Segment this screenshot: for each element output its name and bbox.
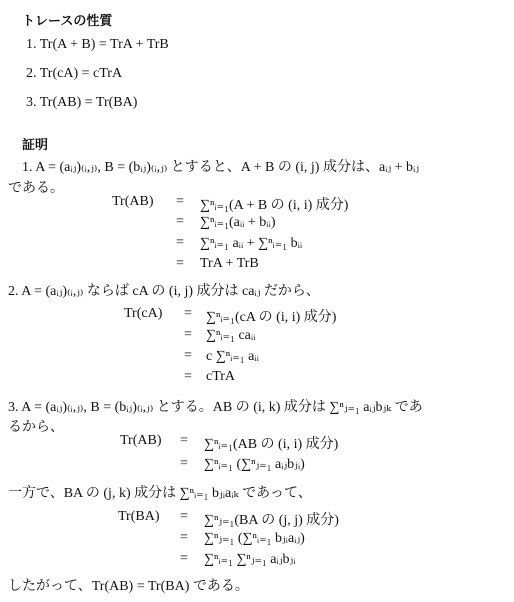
proof2-step-4: cTrA [206, 369, 236, 384]
proof2-step-2: ∑ⁿᵢ₌₁ caᵢᵢ [206, 328, 256, 343]
proof-title: 証明 [22, 138, 49, 153]
property-1: 1. Tr(A + B) = TrA + TrB [26, 37, 169, 52]
proof1-step-2: ∑ⁿᵢ₌₁(aᵢᵢ + bᵢᵢ) [200, 215, 276, 230]
proof2-eq-4: = [184, 369, 192, 384]
proof2-lhs: Tr(cA) [124, 306, 163, 321]
proof3-step-4: ∑ⁿⱼ₌₁ (∑ⁿᵢ₌₁ bⱼᵢaᵢⱼ) [204, 531, 305, 546]
proof2-step-1: ∑ⁿᵢ₌₁(cA の (i, i) 成分) [206, 310, 337, 325]
proof3-eq-3: = [180, 509, 188, 524]
proof1-eq-4: = [176, 256, 184, 271]
proof1-intro-line1: 1. A = (aᵢⱼ)₍ᵢ,ⱼ₎, B = (bᵢⱼ)₍ᵢ,ⱼ₎ とすると、A + B の (i, j) 成分は、aᵢⱼ + bᵢⱼ [22, 160, 420, 175]
proof1-step-4: TrA + TrB [200, 256, 259, 271]
proof2-step-3: c ∑ⁿᵢ₌₁ aᵢᵢ [206, 349, 259, 364]
proof3-step-3: ∑ⁿⱼ₌₁(BA の (j, j) 成分) [204, 513, 339, 528]
proof1-eq-2: = [176, 214, 184, 229]
proof3-eq-4: = [180, 530, 188, 545]
proof3-lhs-ab: Tr(AB) [120, 433, 162, 448]
proof3-lhs-ba: Tr(BA) [118, 509, 160, 524]
proof2-eq-2: = [184, 327, 192, 342]
proof3-intro-line2: るから、 [8, 420, 64, 435]
proof3-eq-5: = [180, 551, 188, 566]
proof3-step-1: ∑ⁿᵢ₌₁(AB の (i, i) 成分) [204, 437, 339, 452]
proof1-step-1: ∑ⁿᵢ₌₁(A + B の (i, i) 成分) [200, 198, 349, 213]
proof1-step-3: ∑ⁿᵢ₌₁ aᵢᵢ + ∑ⁿᵢ₌₁ bᵢᵢ [200, 236, 303, 251]
proof3-middle: 一方で、BA の (j, k) 成分は ∑ⁿᵢ₌₁ bⱼᵢaᵢₖ であって、 [8, 486, 312, 501]
property-3: 3. Tr(AB) = Tr(BA) [26, 95, 138, 110]
proof3-eq-1: = [180, 433, 188, 448]
property-2: 2. Tr(cA) = cTrA [26, 66, 123, 81]
proof3-conclusion: したがって、Tr(AB) = Tr(BA) である。 [8, 579, 249, 594]
proof3-eq-2: = [180, 456, 188, 471]
proof3-step-2: ∑ⁿᵢ₌₁ (∑ⁿⱼ₌₁ aᵢⱼbⱼᵢ) [204, 457, 305, 472]
section-title: トレースの性質 [22, 14, 113, 29]
proof2-intro: 2. A = (aᵢⱼ)₍ᵢ,ⱼ₎ ならば cA の (i, j) 成分は caᵢⱼ だから、 [8, 284, 320, 299]
proof1-eq-1: = [176, 194, 184, 209]
proof3-intro-line1: 3. A = (aᵢⱼ)₍ᵢ,ⱼ₎, B = (bᵢⱼ)₍ᵢ,ⱼ₎ とする。AB の (i, k) 成分は ∑ⁿⱼ₌₁ aᵢⱼbⱼₖ であ [8, 400, 423, 415]
proof2-eq-1: = [184, 306, 192, 321]
proof1-eq-3: = [176, 235, 184, 250]
proof3-step-5: ∑ⁿᵢ₌₁ ∑ⁿⱼ₌₁ aᵢⱼbⱼᵢ [204, 552, 296, 567]
proof1-intro-line2: である。 [8, 181, 64, 196]
proof2-eq-3: = [184, 348, 192, 363]
proof1-lhs: Tr(AB) [112, 194, 154, 209]
